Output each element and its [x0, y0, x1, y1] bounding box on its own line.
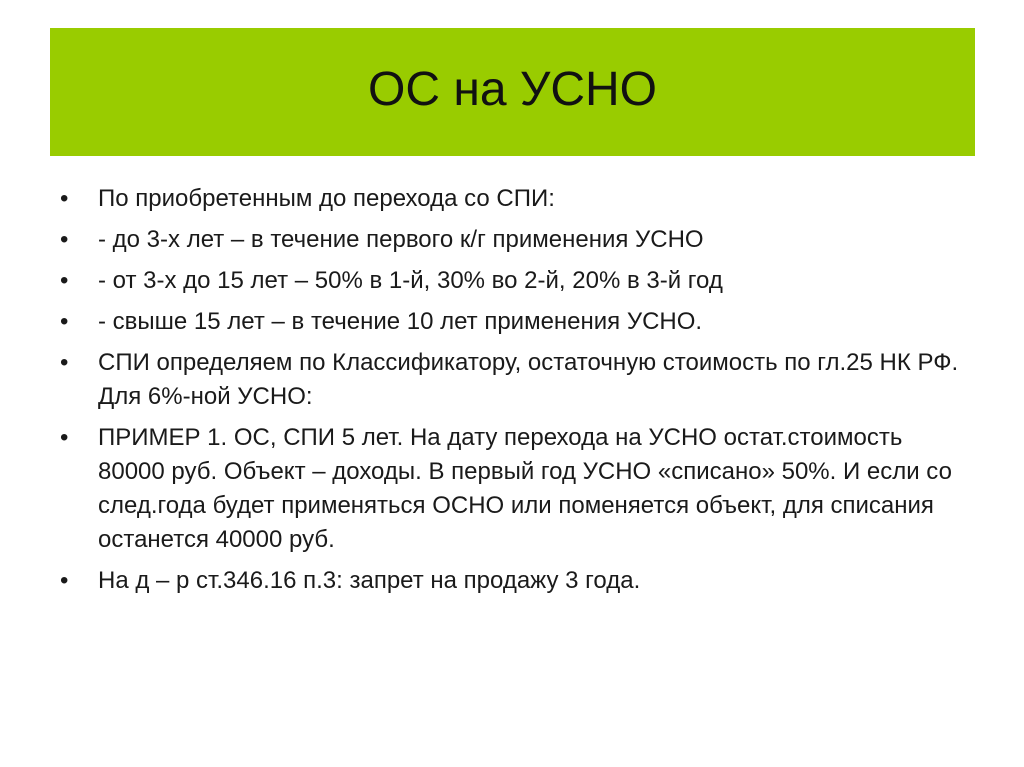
bullet-text: СПИ определяем по Классификатору, остаточную стоимость по гл.25 НК РФ. Для 6%-ной УСНО: — [98, 349, 959, 410]
title-banner — [50, 28, 975, 156]
slide-title: ОС на УСНО — [367, 63, 658, 116]
bullet-item — [60, 182, 970, 216]
bullet-item — [60, 305, 970, 339]
bullet-list — [60, 182, 970, 605]
bullet-marker: • — [60, 267, 69, 294]
bullet-marker: • — [60, 567, 69, 594]
bullet-item — [60, 346, 970, 414]
bullet-text: - до 3-х лет – в течение первого к/г применения УСНО — [98, 226, 704, 253]
bullet-text: На д – р ст.346.16 п.3: запрет на продажу 3 года. — [98, 567, 641, 594]
bullet-item — [60, 421, 970, 557]
bullet-text: ПРИМЕР 1. ОС, СПИ 5 лет. На дату перехода на УСНО остат.стоимость 80000 руб. Объект – доходы. В первый год УСНО «списано» 50%. И если со след.года будет применяться ОСНО или поменяется объект, для списания останется 40000 руб. — [98, 424, 952, 553]
bullet-item — [60, 264, 970, 298]
bullet-item — [60, 223, 970, 257]
bullet-marker: • — [60, 308, 69, 335]
bullet-text: - от 3-х до 15 лет – 50% в 1-й, 30% во 2-й, 20% в 3-й год — [98, 267, 723, 294]
bullet-text: По приобретенным до перехода со СПИ: — [98, 185, 555, 212]
bullet-marker: • — [60, 185, 69, 212]
bullet-item — [60, 564, 970, 598]
bullet-marker: • — [60, 349, 69, 376]
bullet-marker: • — [60, 226, 69, 253]
bullet-text: - свыше 15 лет – в течение 10 лет применения УСНО. — [98, 308, 703, 335]
bullet-marker: • — [60, 424, 69, 451]
